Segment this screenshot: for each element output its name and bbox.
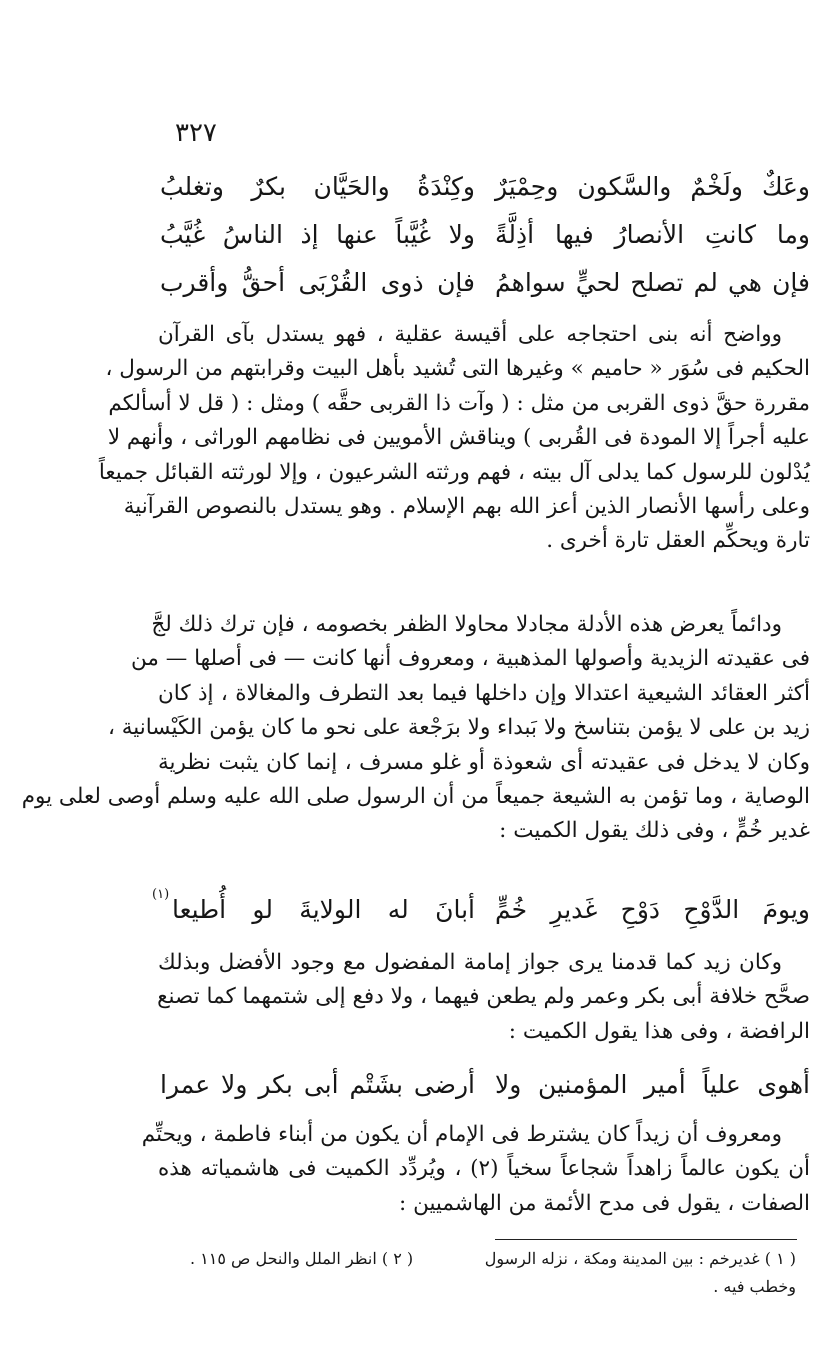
text-line: زيد بن على لا يؤمن بتناسخ ولا بَبداء ولا برَجْعة على نحو ما كان يؤمن الكَيْسانية ، (107, 715, 810, 741)
verse-first-hemistich: فإن هي لم تصلح لحيٍّ سواهمُ (495, 268, 810, 297)
verse-first-hemistich: وما كانتِ الأنصارُ فيها أذِلَّةً (495, 220, 810, 249)
text-line: وعلى رأسها الأنصار الذين أعز الله بهم الإسلام . وهو يستدل بالنصوص القرآنية (123, 493, 810, 519)
verse-line (160, 172, 810, 212)
verse-line (160, 268, 810, 308)
text-line: صحَّح خلافة أبى بكر وعمر ولم يطعن فيهما ، ولا دفع إلى شتمهما كما تصنع (157, 984, 810, 1010)
verse-second-hemistich: ولا غُيَّباً عنها إذ الناسُ غُيَّبُ (160, 220, 475, 249)
verse-line (160, 220, 810, 260)
verse-line (152, 887, 810, 935)
text-line: تارة ويحكِّم العقل تارة أخرى . (546, 528, 810, 554)
footnotes (190, 1245, 796, 1301)
paragraph-3 (158, 946, 810, 1049)
verse-second-hemistich: فإن ذوى القُرْبَى أحقُّ وأقرب (160, 268, 475, 297)
paragraph-2 (21, 608, 810, 849)
text-line: وكان لا يدخل فى عقيدته أى شعوذة أو غلو مسرف ، إنما كان يثبت نظرية (158, 749, 810, 775)
text-line: وكان زيد كما قدمنا يرى جواز إمامة المفضول مع وجود الأفضل وبذلك (158, 950, 782, 975)
verse-second-hemistich: أبانَ له الولايةَ لو أُطيعا (172, 895, 475, 924)
footnote-1: ( ١ ) غديرخم : بين المدينة ومكة ، نزله الرسول (484, 1249, 796, 1268)
footnote-rule (495, 1239, 797, 1240)
text-line: فى عقيدته الزيدية وأصولها المذهبية ، ومعروف أنها كانت — فى أصلها — من (131, 646, 810, 672)
text-line: الحكيم فى سُوَر « حاميم » وغيرها التى تُشيد بأهل البيت وقرابتهم من الرسول ، (105, 356, 810, 382)
text-line: الصفات ، يقول فى مدح الأئمة من الهاشميين : (399, 1190, 810, 1216)
footnote-marker: (١) (152, 887, 170, 902)
verse-second-hemistich: وكِنْدَةُ والحَيَّان بكرٌ وتغلبُ (160, 172, 475, 201)
page-number: ٣٢٧ (175, 118, 217, 148)
text-line: ومعروف أن زيداً كان يشترط فى الإمام أن يكون من أبناء فاطمة ، ويحتِّم (141, 1122, 782, 1147)
text-line: الوصاية ، وما تؤمن به الشيعة جميعاً من أن الرسول صلى الله عليه وسلم أوصى لعلى يوم (21, 783, 810, 809)
paragraph-1 (98, 318, 810, 559)
text-line: ودائماً يعرض هذه الأدلة مجادلا محاولا الظفر بخصومه ، فإن ترك ذلك لجَّ (151, 612, 782, 637)
verse-first-hemistich: أهوى علياً أمير المؤمنين ولا (495, 1070, 810, 1099)
text-line: غدير خُمٍّ ، وفى ذلك يقول الكميت : (499, 818, 810, 844)
text-line: مقررة حقَّ ذوى القربى من مثل : ( وآت ذا القربى حقَّه ) ومثل : ( قل لا أسألكم (108, 390, 810, 416)
verse-second-hemistich: أرضى بشَتْم أبى بكر ولا عمرا (160, 1070, 475, 1099)
footnote-1-continued: وخطب فيه . (713, 1277, 796, 1296)
text-line: أن يكون عالماً زاهداً شجاعاً سخياً (٢) ، ويُردِّد الكميت فى هاشمياته هذه (158, 1156, 811, 1182)
footnote-line (190, 1245, 796, 1273)
text-line: أكثر العقائد الشيعية اعتدالا وإن داخلها فيما بعد التطرف والمغالاة ، إذ كان (158, 680, 810, 706)
footnote-2: ( ٢ ) انظر الملل والنحل ص ١١٥ . (190, 1249, 414, 1268)
text-line: وواضح أنه بنى احتجاجه على أقيسة عقلية ، فهو يستدل بآى القرآن (158, 322, 782, 347)
footnote-line (190, 1273, 796, 1301)
verse-first-hemistich: ويومَ الدَّوْحِ دَوْحِ غَديرِ خُمٍّ (495, 895, 810, 924)
text-line: يُدْلون للرسول كما يدلى آل بيته ، فهم ورثته الشرعيون ، وإلا لورثته القبائل جميعاً (98, 459, 810, 485)
text-line: عليه أجراً إلا المودة فى القُربى ) ويناقش الأمويين فى نظامهم الوراثى ، وأنهم لا (107, 425, 810, 451)
verse-first-hemistich: وعَكٌ ولَخْمٌ والسَّكون وحِمْيَرٌ (495, 172, 810, 201)
text-line: الرافضة ، وفى هذا يقول الكميت : (508, 1018, 810, 1044)
verse-line (160, 1070, 810, 1110)
paragraph-4 (141, 1118, 811, 1221)
